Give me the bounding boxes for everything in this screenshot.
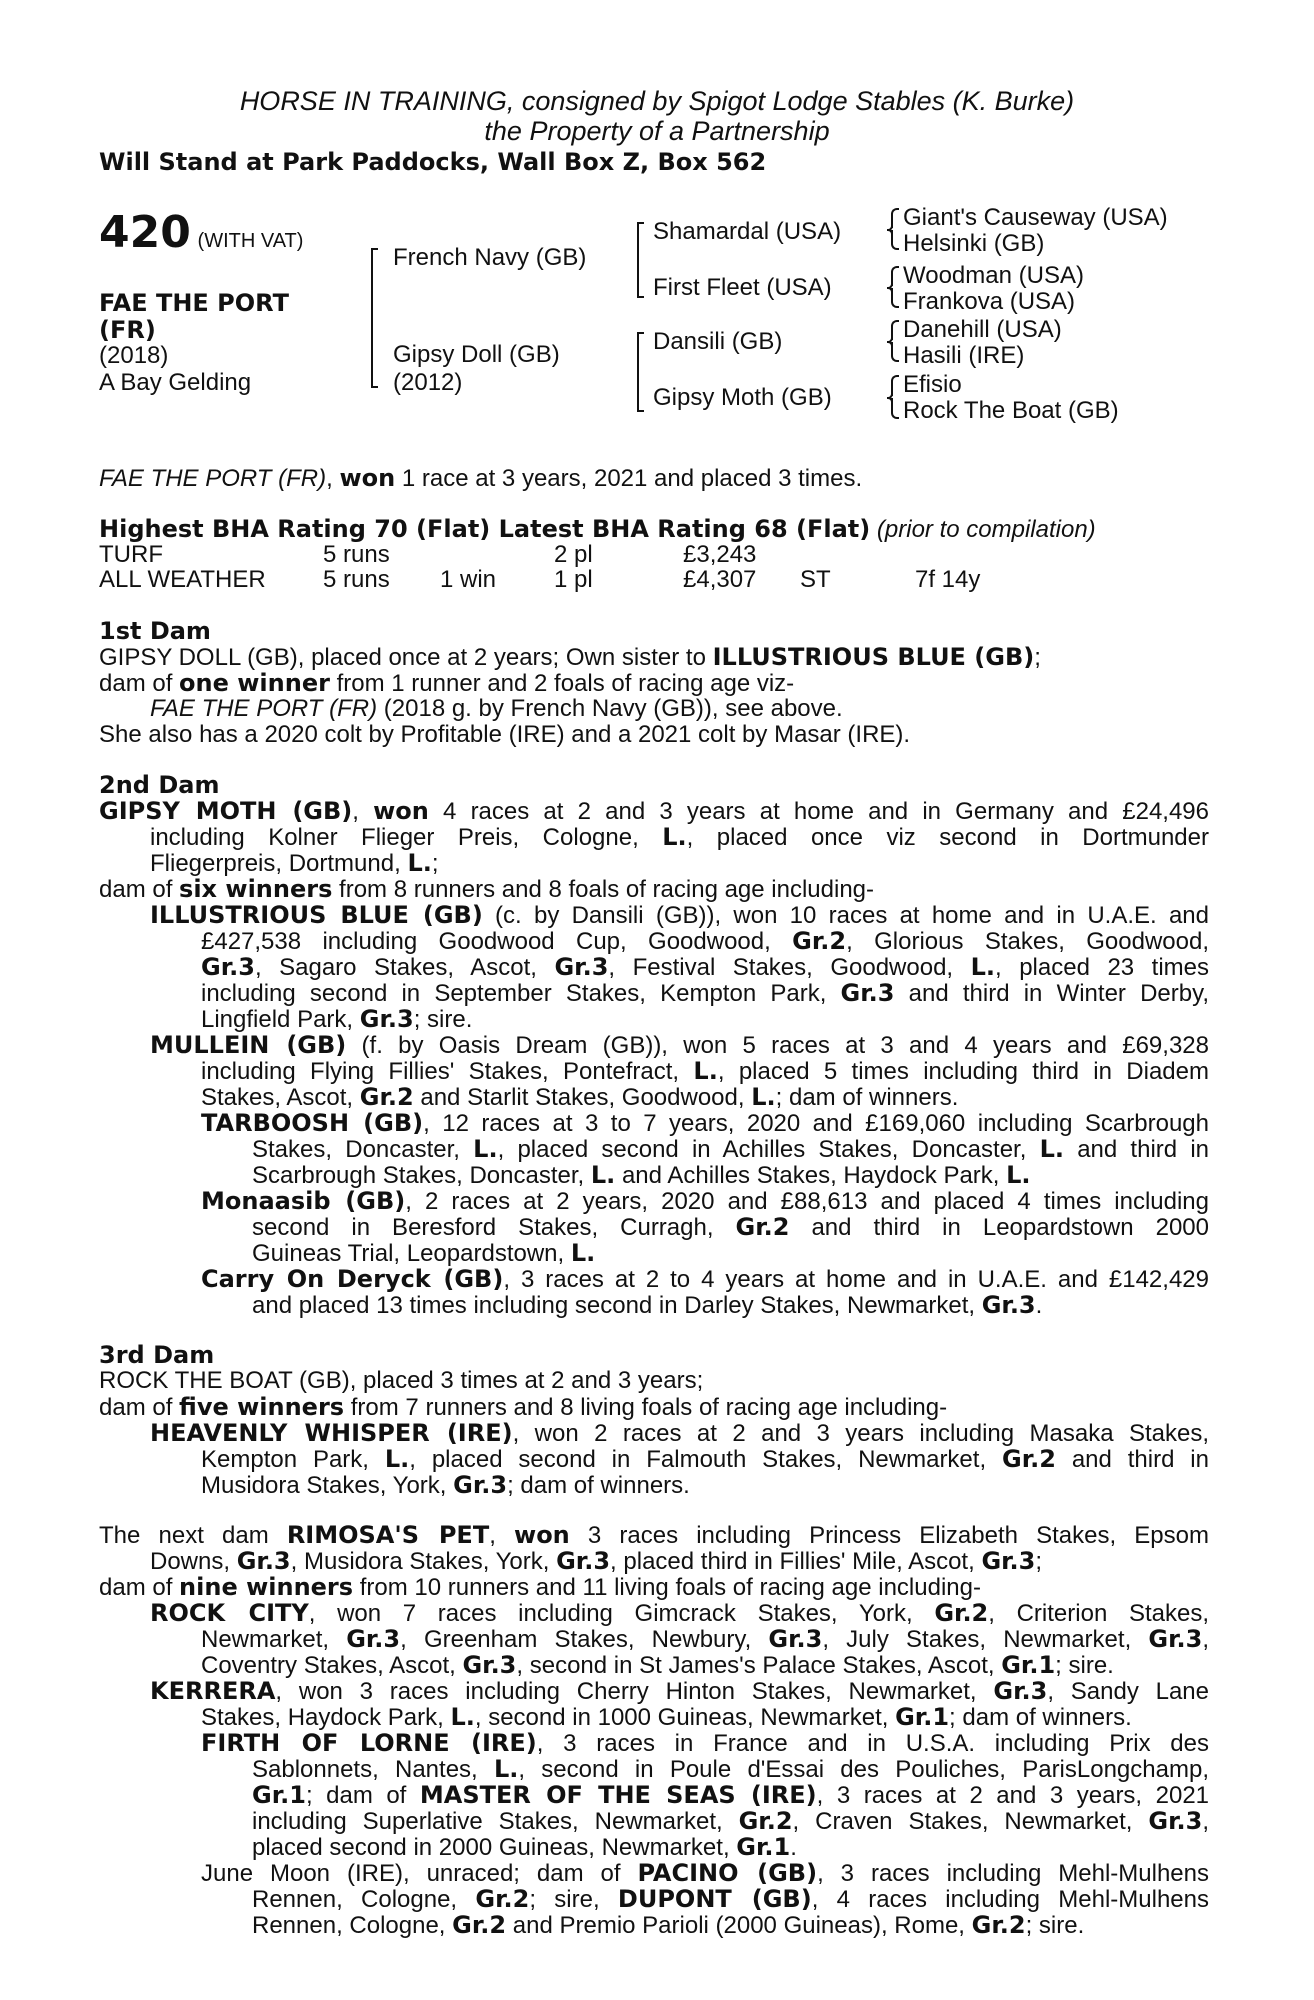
pedigree-dss: Danehill (USA) (903, 316, 1062, 343)
tarboosh-2: Stakes, Doncaster, L., placed second in Achilles Stakes, Doncaster, L. and third in (252, 1135, 1210, 1163)
heavenly-whisper-1: HEAVENLY WHISPER (IRE), won 2 races at 2 and 3 years including Masaka Stakes, (150, 1419, 1209, 1447)
monaasib-1: Monaasib (GB), 2 races at 2 years, 2020 and £88,613 and placed 4 times including (201, 1187, 1209, 1215)
lot-block (99, 207, 303, 258)
pedigree-sire-dam: First Fleet (USA) (653, 274, 832, 301)
header-stand: Will Stand at Park Paddocks, Wall Box Z, Box 562 (99, 148, 767, 176)
carry-on-deryck-2: and placed 13 times including second in Darley Stakes, Newmarket, Gr.3. (252, 1291, 1043, 1319)
rock-city-3: Coventry Stakes, Ascot, Gr.3, second in St James's Palace Stakes, Ascot, Gr.1; sire. (201, 1651, 1114, 1679)
firth-of-lorne-5: placed second in 2000 Guineas, Newmarket, Gr.1. (252, 1833, 797, 1861)
pedigree-bracket-main (371, 248, 373, 388)
pedigree-dam: Gipsy Doll (GB) (393, 341, 560, 368)
horse-name: FAE THE PORT (99, 289, 289, 317)
pedigree-brace-1 (887, 208, 897, 250)
illustrious-blue-2: £427,538 including Goodwood Cup, Goodwood, Gr.2, Glorious Stakes, Goodwood, (201, 927, 1209, 955)
pedigree-ssd: Helsinki (GB) (903, 230, 1045, 257)
pedigree-dam-sire: Dansili (GB) (653, 328, 783, 355)
pedigree-dam-dam: Gipsy Moth (GB) (653, 384, 832, 411)
pedigree-dsd: Hasili (IRE) (903, 342, 1025, 369)
dam1-line3: FAE THE PORT (FR) (2018 g. by French Navy (GB)), see above. (150, 695, 843, 722)
june-moon-3: Rennen, Cologne, Gr.2 and Premio Parioli (2000 Guineas), Rome, Gr.2; sire. (252, 1911, 1085, 1939)
heavenly-whisper-2: Kempton Park, L., placed second in Falmouth Stakes, Newmarket, Gr.2 and third in (201, 1445, 1209, 1473)
carry-on-deryck-1: Carry On Deryck (GB), 3 races at 2 to 4 years at home and in U.A.E. and £142,429 (201, 1265, 1209, 1293)
horse-year: (2018) (99, 342, 169, 369)
june-moon-1: June Moon (IRE), unraced; dam of PACINO (GB), 3 races including Mehl-Mulhens (201, 1859, 1209, 1887)
firth-of-lorne-1: FIRTH OF LORNE (IRE), 3 races in France and in U.S.A. including Prix des (201, 1729, 1209, 1757)
dam1-line2: dam of one winner from 1 runner and 2 foals of racing age viz- (99, 669, 795, 697)
pedigree-sss: Giant's Causeway (USA) (903, 204, 1168, 231)
dam2-line4: dam of six winners from 8 runners and 8 foals of racing age including- (99, 875, 875, 903)
bha-rating: Highest BHA Rating 70 (Flat) Latest BHA Rating 68 (Flat) (prior to compilation) (99, 515, 1096, 543)
dam3-line1: ROCK THE BOAT (GB), placed 3 times at 2 and 3 years; (99, 1367, 704, 1394)
pedigree-bracket-sire (637, 222, 639, 298)
dam2-line1: GIPSY MOTH (GB), won 4 races at 2 and 3 years at home and in Germany and £24,496 (99, 797, 1210, 825)
illustrious-blue-5: Lingfield Park, Gr.3; sire. (201, 1005, 473, 1033)
dam2-line2: including Kolner Flieger Preis, Cologne, L., placed once viz second in Dortmunder (150, 823, 1209, 851)
race-summary: FAE THE PORT (FR), won 1 race at 3 years, 2021 and placed 3 times. (99, 464, 863, 492)
monaasib-2: second in Beresford Stakes, Curragh, Gr.2 and third in Leopardstown 2000 (252, 1213, 1210, 1241)
mullein-1: MULLEIN (GB) (f. by Oasis Dream (GB)), won 5 races at 3 and 4 years and £69,328 (150, 1031, 1209, 1059)
pedigree-brace-4 (887, 375, 897, 419)
header-consignor: HORSE IN TRAINING, consigned by Spigot Lodge Stables (K. Burke) (239, 86, 1075, 116)
dam1-line1: GIPSY DOLL (GB), placed once at 2 years; Own sister to ILLUSTRIOUS BLUE (GB); (99, 643, 1041, 671)
pedigree-sire: French Navy (GB) (393, 244, 587, 271)
tarboosh-3: Scarbrough Stakes, Doncaster, L. and Achilles Stakes, Haydock Park, L. (252, 1161, 1031, 1189)
next-dam-3: dam of nine winners from 10 runners and 11 living foals of racing age including- (99, 1573, 981, 1601)
dam3-line2: dam of five winners from 7 runners and 8 living foals of racing age including- (99, 1393, 948, 1421)
monaasib-3: Guineas Trial, Leopardstown, L. (252, 1239, 596, 1267)
rock-city-2: Newmarket, Gr.3, Greenham Stakes, Newbury, Gr.3, July Stakes, Newmarket, Gr.3, (201, 1625, 1209, 1653)
kerrera-1: KERRERA, won 3 races including Cherry Hinton Stakes, Newmarket, Gr.3, Sandy Lane (150, 1677, 1209, 1705)
pedigree-dds: Efisio (903, 371, 962, 398)
pedigree-sire-sire: Shamardal (USA) (653, 218, 842, 245)
next-dam-1: The next dam RIMOSA'S PET, won 3 races including Princess Elizabeth Stakes, Epsom (99, 1521, 1209, 1549)
dam2-line3: Fliegerpreis, Dortmund, L.; (150, 849, 439, 877)
pedigree-sds: Woodman (USA) (903, 262, 1084, 289)
section-2nd-dam: 2nd Dam (99, 771, 220, 799)
lot-number: 420 (99, 207, 191, 258)
horse-description: A Bay Gelding (99, 369, 252, 396)
tarboosh-1: TARBOOSH (GB), 12 races at 3 to 7 years, 2020 and £169,060 including Scarbrough (201, 1109, 1209, 1137)
pedigree-sdd: Frankova (USA) (903, 288, 1076, 315)
dam1-line4: She also has a 2020 colt by Profitable (IRE) and a 2021 colt by Masar (IRE). (99, 721, 911, 748)
pedigree-bracket-dam (637, 332, 639, 412)
section-1st-dam: 1st Dam (99, 617, 211, 645)
illustrious-blue-1: ILLUSTRIOUS BLUE (GB) (c. by Dansili (GB)), won 10 races at home and in U.A.E. and (150, 901, 1209, 929)
pedigree-dam-year: (2012) (393, 369, 463, 396)
pedigree-brace-2 (887, 266, 897, 308)
firth-of-lorne-3: Gr.1; dam of MASTER OF THE SEAS (IRE), 3 races at 2 and 3 years, 2021 (252, 1781, 1210, 1809)
section-3rd-dam: 3rd Dam (99, 1341, 215, 1369)
firth-of-lorne-4: including Superlative Stakes, Newmarket, Gr.2, Craven Stakes, Newmarket, Gr.3, (252, 1807, 1209, 1835)
pedigree-brace-3 (887, 320, 897, 362)
illustrious-blue-4: including second in September Stakes, Kempton Park, Gr.3 and third in Winter Derby, (201, 979, 1209, 1007)
mullein-3: Stakes, Ascot, Gr.2 and Starlit Stakes, Goodwood, L.; dam of winners. (201, 1083, 959, 1111)
rock-city-1: ROCK CITY, won 7 races including Gimcrack Stakes, York, Gr.2, Criterion Stakes, (150, 1599, 1210, 1627)
illustrious-blue-3: Gr.3, Sagaro Stakes, Ascot, Gr.3, Festival Stakes, Goodwood, L., placed 23 times (201, 953, 1209, 981)
next-dam-2: Downs, Gr.3, Musidora Stakes, York, Gr.3, placed third in Fillies' Mile, Ascot, Gr.3; (150, 1547, 1043, 1575)
june-moon-2: Rennen, Cologne, Gr.2; sire, DUPONT (GB), 4 races including Mehl-Mulhens (252, 1885, 1209, 1913)
mullein-2: including Flying Fillies' Stakes, Pontefract, L., placed 5 times including third in Diadem (201, 1057, 1209, 1085)
pedigree-ddd: Rock The Boat (GB) (903, 397, 1119, 424)
horse-country: (FR) (99, 316, 156, 344)
lot-vat: (WITH VAT) (197, 230, 304, 252)
header-property: the Property of a Partnership (484, 116, 830, 146)
kerrera-2: Stakes, Haydock Park, L., second in 1000 Guineas, Newmarket, Gr.1; dam of winners. (201, 1703, 1132, 1731)
heavenly-whisper-3: Musidora Stakes, York, Gr.3; dam of winners. (201, 1471, 690, 1499)
firth-of-lorne-2: Sablonnets, Nantes, L., second in Poule d'Essai des Pouliches, ParisLongchamp, (252, 1755, 1209, 1783)
